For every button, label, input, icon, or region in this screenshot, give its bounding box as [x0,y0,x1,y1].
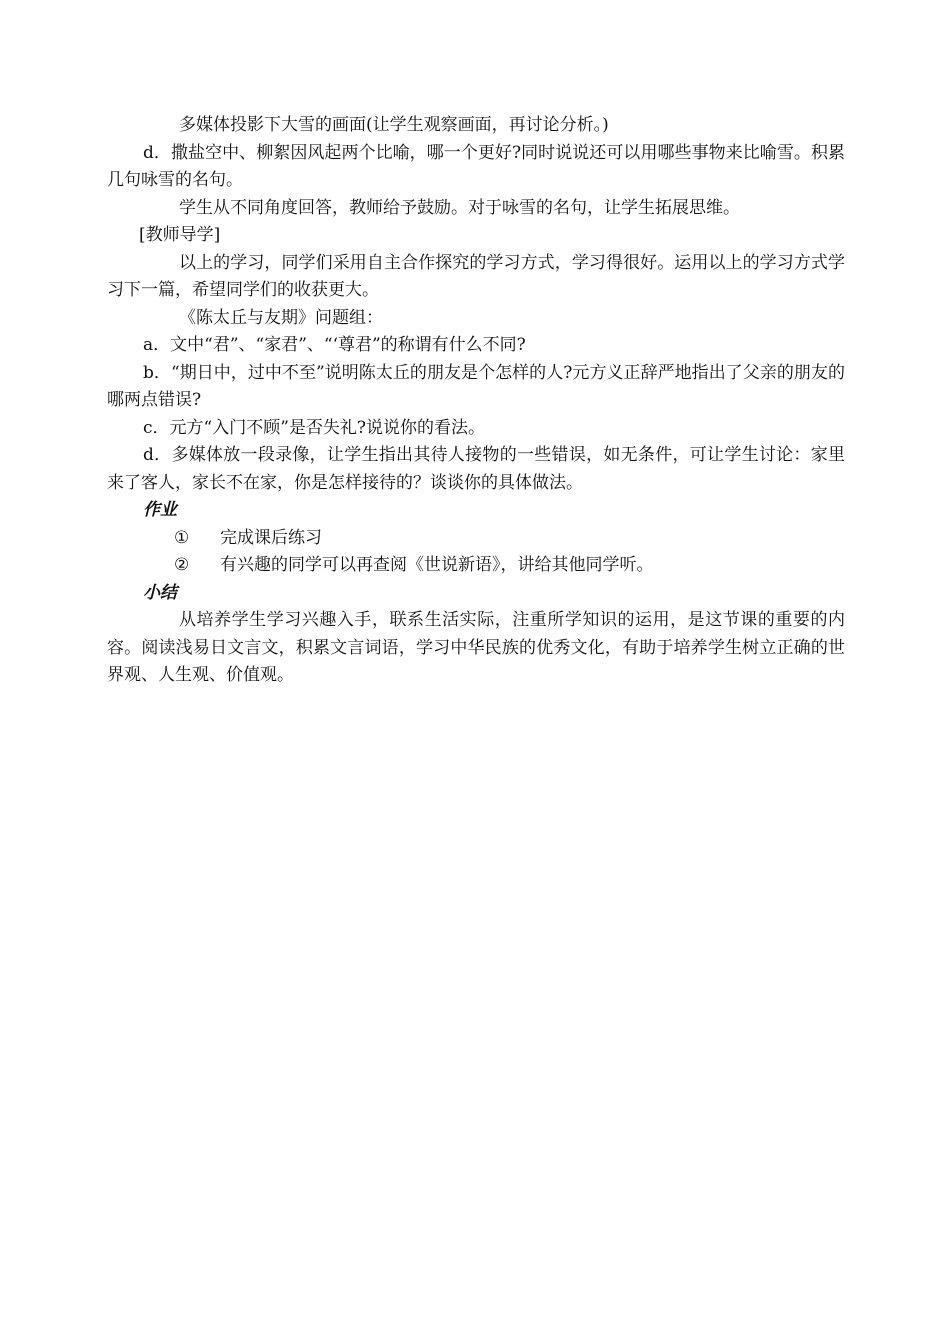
question-a: a．文中“君”、“家君”、“‘尊君”的称谓有什么不同? [143,335,526,355]
homework-item-number: ① [174,527,190,548]
document-body [107,112,845,690]
homework-item-number: ② [174,555,190,575]
paragraph-student-answer: 学生从不同角度回答，教师给予鼓励。对于咏雪的名句，让学生拓展思维。 [179,197,740,218]
question-d: d．多媒体放一段录像，让学生指出其待人接物的一些错误，如无条件，可让学生讨论：家里来了客人，家长不在家，你是怎样接待的？谈谈你的具体做法。 [107,445,845,493]
question-c: c．元方“入门不顾”是否失礼?说说你的看法。 [143,417,486,438]
question-b: b．“期日中，过中不至”说明陈太丘的朋友是个怎样的人?元方义正辞严地指出了父亲的朋友的哪两点错误? [107,362,845,410]
homework-item [107,552,845,580]
question-group-title: 《陈太丘与友期》问题组： [179,307,383,328]
paragraph-teacher-guide: 以上的学习，同学们采用自主合作探究的学习方式，学习得很好。运用以上的学习方式学习下一篇，希望同学们的收获更大。 [107,252,845,300]
summary-paragraph: 从培养学生学习兴趣入手，联系生活实际，注重所学知识的运用，是这节课的重要的内容。阅读浅易日文言文，积累文言词语，学习中华民族的优秀文化，有助于培养学生树立正确的世界观、人生观、价值观。 [107,610,845,685]
section-label-teacher-guide: [教师导学] [139,225,221,245]
paragraph-question-d-snow: d．撒盐空中、柳絮因风起两个比喻，哪一个更好?同时说说还可以用哪些事物来比喻雪。积累几句咏雪的名句。 [107,142,845,190]
summary-heading: 小结 [143,582,177,603]
homework-item-text: 有兴趣的同学可以再查阅《世说新语》，讲给其他同学听。 [220,555,654,575]
homework-item-text: 完成课后练习 [220,527,322,548]
homework-item [107,525,845,553]
homework-heading: 作业 [143,500,177,520]
paragraph-media-snow: 多媒体投影下大雪的画面(让学生观察画面，再讨论分析。) [179,115,609,135]
